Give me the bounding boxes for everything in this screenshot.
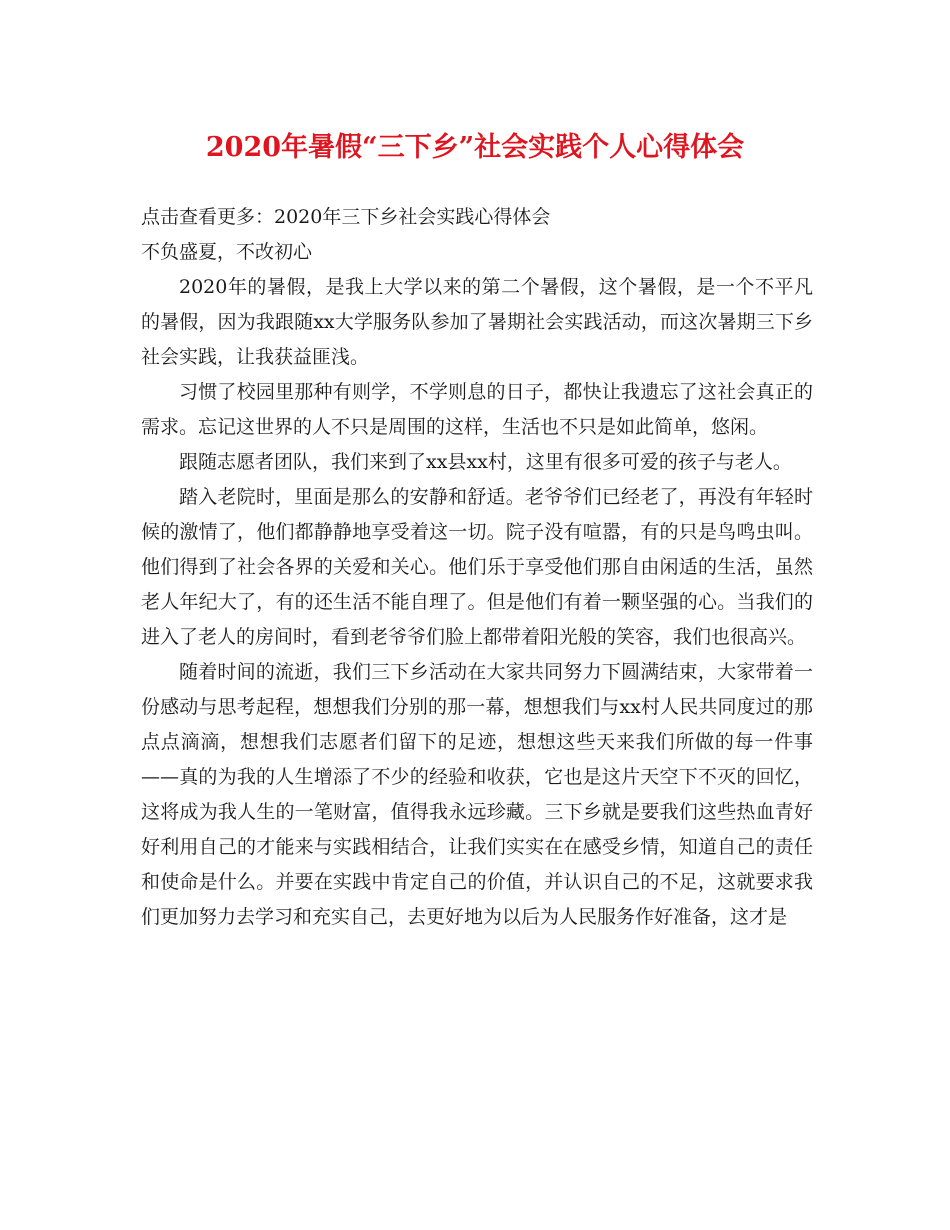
paragraph-3: 跟随志愿者团队，我们来到了xx县xx村，这里有很多可爱的孩子与老人。 — [179, 451, 792, 473]
document-title: 2020年暑假“三下乡”社会实践个人心得体会 — [205, 132, 745, 163]
subtitle-line: 不负盛夏，不改初心 — [141, 241, 313, 263]
document-body — [141, 200, 813, 935]
more-link-line: 点击查看更多：2020年三下乡社会实践心得体会 — [141, 206, 551, 228]
paragraph-5: 随着时间的流逝，我们三下乡活动在大家共同努力下圆满结束，大家带着一份感动与思考起程，想想我们分别的那一幕，想想我们与xx村人民共同度过的那点点滴滴，想想我们志愿者们留下的足迹，想想这些天来我们所做的每一件事——真的为我的人生增添了不少的经验和收获，它也是这片天空下不灭的回忆，这将成为我人生的一笔财富，值得我永远珍藏。三下乡就是要我们这些热血青好好利用自己的才能来与实践相结合，让我们实实在在感受乡情，知道自己的责任和使命是什么。并要在实践中肯定自己的价值，并认识自己的不足，这就要求我们更加努力去学习和充实自己，去更好地为以后为人民服务作好准备，这才是 — [141, 661, 813, 928]
paragraph-2: 习惯了校园里那种有则学，不学则息的日子，都快让我遗忘了这社会真正的需求。忘记这世界的人不只是周围的这样，生活也不只是如此简单，悠闲。 — [141, 381, 813, 438]
paragraph-4: 踏入老院时，里面是那么的安静和舒适。老爷爷们已经老了，再没有年轻时候的激情了，他们都静静地享受着这一切。院子没有喧嚣，有的只是鸟鸣虫叫。他们得到了社会各界的关爱和关心。他们乐于享受他们那自由闲适的生活，虽然老人年纪大了，有的还生活不能自理了。但是他们有着一颗坚强的心。当我们的进入了老人的房间时，看到老爷爷们脸上都带着阳光般的笑容，我们也很高兴。 — [141, 486, 813, 648]
paragraph-1: 2020年的暑假，是我上大学以来的第二个暑假，这个暑假，是一个不平凡的暑假，因为我跟随xx大学服务队参加了暑期社会实践活动，而这次暑期三下乡社会实践，让我获益匪浅。 — [141, 276, 813, 368]
